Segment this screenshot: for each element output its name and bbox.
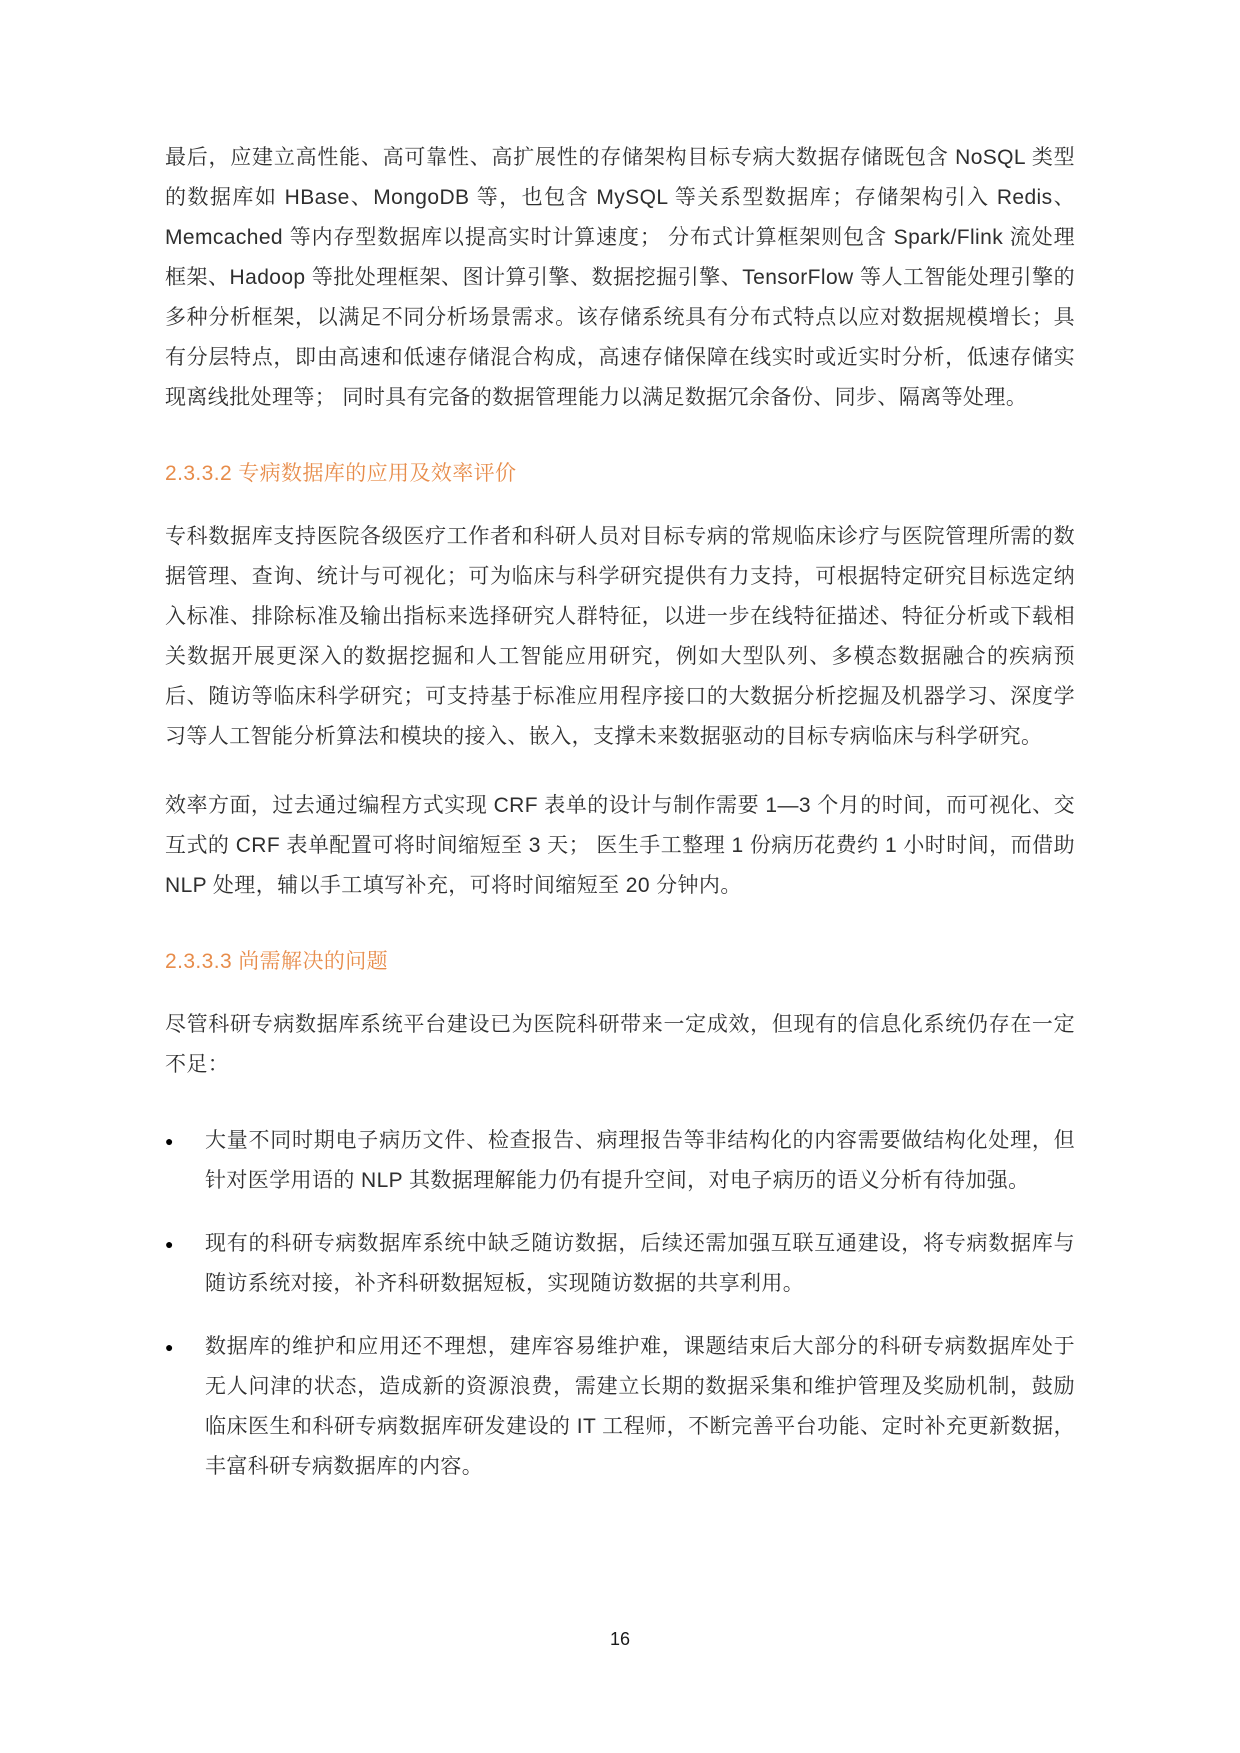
paragraph-efficiency-evaluation: 效率方面，过去通过编程方式实现 CRF 表单的设计与制作需要 1—3 个月的时间，而可视化、交互式的 CRF 表单配置可将时间缩短至 3 天； 医生手工整理 1 份病历花费约 1 小时时间，而借助 NLP 处理，辅以手工填写补充，可将时间缩短至 20 分钟内。	[165, 794, 1075, 897]
page-number: 16	[609, 1629, 631, 1649]
bullet-text-maintenance: 数据库的维护和应用还不理想，建库容易维护难，课题结束后大部分的科研专病数据库处于无人问津的状态，造成新的资源浪费，需建立长期的数据采集和维护管理及奖励机制，鼓励临床医生和科研专病数据库研发建设的 IT 工程师，不断完善平台功能、定时补充更新数据，丰富科研专病数据库的内容。	[205, 1335, 1075, 1478]
bullet-text-unstructured-data: 大量不同时期电子病历文件、检查报告、病理报告等非结构化的内容需要做结构化处理，但针对医学用语的 NLP 其数据理解能力仍有提升空间，对电子病历的语义分析有待加强。	[205, 1129, 1075, 1192]
list-item	[165, 1327, 1075, 1487]
section-heading-2-3-3-3: 2.3.3.3 尚需解决的问题	[165, 950, 389, 973]
list-item	[165, 1121, 1075, 1201]
paragraph-storage-architecture: 最后，应建立高性能、高可靠性、高扩展性的存储架构目标专病大数据存储既包含 NoSQL 类型的数据库如 HBase、MongoDB 等，也包含 MySQL 等关系型数据库；存储架构引入 Redis、Memcached 等内存型数据库以提高实时计算速度； 分布式计算框架则包含 Spark/Flink 流处理框架、Hadoop 等批处理框架、图计算引擎、数据挖掘引擎、TensorFlow 等人工智能处理引擎的多种分析框架，以满足不同分析场景需求。该存储系统具有分布式特点以应对数据规模增长；具有分层特点，即由高速和低速存储混合构成，高速存储保障在线实时或近实时分析，低速存储实现离线批处理等； 同时具有完备的数据管理能力以满足数据冗余备份、同步、隔离等处理。	[165, 146, 1075, 409]
bullet-dot-icon: ●	[165, 1339, 174, 1355]
problems-bullet-list	[165, 1121, 1075, 1487]
paragraph-problems-intro: 尽管科研专病数据库系统平台建设已为医院科研带来一定成效，但现有的信息化系统仍存在一定不足：	[165, 1013, 1075, 1076]
list-item	[165, 1224, 1075, 1304]
bullet-text-followup-data: 现有的科研专病数据库系统中缺乏随访数据，后续还需加强互联互通建设，将专病数据库与随访系统对接，补齐科研数据短板，实现随访数据的共享利用。	[205, 1232, 1075, 1295]
bullet-dot-icon: ●	[165, 1133, 174, 1149]
paragraph-database-application: 专科数据库支持医院各级医疗工作者和科研人员对目标专病的常规临床诊疗与医院管理所需的数据管理、查询、统计与可视化；可为临床与科学研究提供有力支持，可根据特定研究目标选定纳入标准、排除标准及输出指标来选择研究人群特征，以进一步在线特征描述、特征分析或下载相关数据开展更深入的数据挖掘和人工智能应用研究，例如大型队列、多模态数据融合的疾病预后、随访等临床科学研究；可支持基于标准应用程序接口的大数据分析挖掘及机器学习、深度学习等人工智能分析算法和模块的接入、嵌入，支撑未来数据驱动的目标专病临床与科学研究。	[165, 525, 1075, 748]
section-heading-2-3-3-2: 2.3.3.2 专病数据库的应用及效率评价	[165, 462, 517, 485]
bullet-dot-icon: ●	[165, 1236, 174, 1252]
